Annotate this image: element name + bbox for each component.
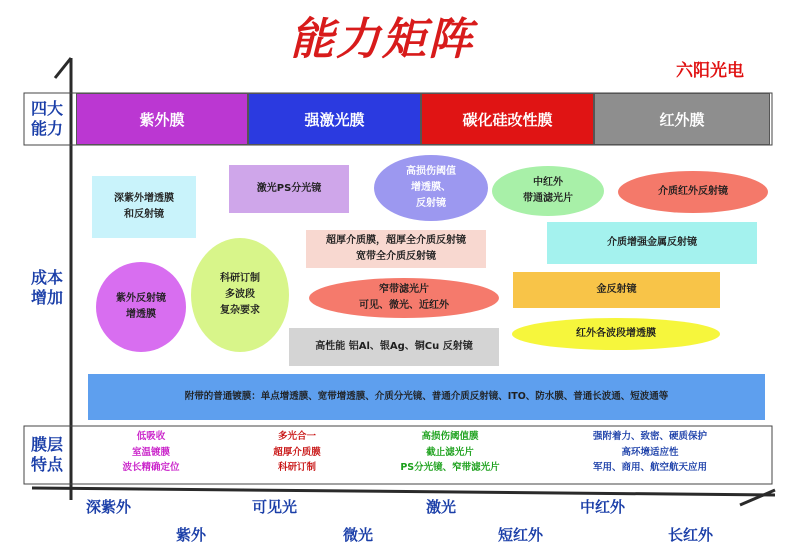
spectrum-deep-uv: 深紫外: [86, 498, 132, 516]
feature-item: 截止滤光片: [426, 446, 474, 458]
box-deep-uv: 深紫外增透膜 和反射镜: [92, 176, 196, 238]
ellipse-ir-multiband-ar: 红外各波段增透膜: [512, 318, 720, 350]
feature-item: 科研订制: [277, 462, 316, 473]
ellipse-mid-ir-bandpass: 中红外 带通滤光片: [492, 166, 604, 216]
box-laser-ps-splitter: 激光PS分光镜: [229, 165, 349, 213]
ellipse-high-damage-threshold: 高损伤阈值 增透膜、 反射镜: [374, 155, 488, 221]
page-title: 能力矩阵: [290, 14, 474, 65]
feature-item: 室温镀膜: [131, 446, 170, 458]
spectrum-mid-ir: 中红外: [580, 498, 626, 516]
features-uv: [76, 429, 226, 476]
spectrum-laser: 激光: [426, 498, 457, 516]
ellipse-dielectric-ir-mirror: 介质红外反射镜: [618, 171, 768, 213]
box-metal-mirror: 高性能 铝Al、银Ag、铜Cu 反射镜: [289, 328, 499, 366]
spectrum-low-light: 微光: [343, 526, 374, 544]
features-laser: [232, 429, 362, 476]
ellipse-narrow-band-filter: 窄带滤光片 可见、微光、近红外: [309, 278, 499, 318]
label-capability: 四大 能力: [30, 99, 63, 138]
spectrum-visible: 可见光: [252, 498, 298, 516]
feature-item: 军用、商用、航空航天应用: [592, 462, 707, 473]
box-metal-enhanced-mirror: 介质增强金属反射镜: [547, 222, 757, 264]
spectrum-short-ir: 短红外: [498, 526, 544, 544]
box-general-coatings: 附带的普通镀膜：单点增透膜、宽带增透膜、介质分光镜、普通介质反射镜、ITO、防水膜、普通长波通、短波通等: [88, 374, 765, 420]
feature-item: 低吸收: [136, 431, 166, 442]
band-sic-film: 碳化硅改性膜: [421, 93, 594, 145]
ellipse-research-custom: 科研订制 多波段 复杂要求: [191, 238, 289, 352]
feature-item: 强附着力、致密、硬质保护: [592, 431, 707, 442]
label-film-features: 膜层 特点: [30, 435, 63, 474]
brand-label: 六阳光电: [676, 61, 744, 81]
label-cost-increase: 成本 增加: [30, 268, 63, 307]
feature-item: 波长精确定位: [122, 462, 180, 473]
spectrum-long-ir: 长红外: [668, 526, 714, 544]
band-ir-film: 红外膜: [594, 93, 770, 145]
feature-item: PS分光镜、窄带滤光片: [400, 462, 500, 473]
feature-item: 多光合一: [277, 431, 316, 442]
feature-item: 高环境适应性: [621, 446, 679, 458]
feature-item: 高损伤阈值膜: [421, 431, 479, 442]
circle-uv-reflector: 紫外反射镜 增透膜: [96, 262, 186, 352]
features-ir: [550, 429, 750, 476]
feature-item: 超厚介质膜: [273, 446, 321, 458]
spectrum-uv: 紫外: [176, 526, 207, 544]
band-laser-film: 强激光膜: [248, 93, 421, 145]
band-uv-film: 紫外膜: [76, 93, 248, 145]
box-ultra-thick-dielectric: 超厚介质膜，超厚全介质反射镜 宽带全介质反射镜: [306, 230, 486, 268]
box-gold-mirror: 金反射镜: [513, 272, 720, 308]
features-sic: [375, 429, 525, 476]
